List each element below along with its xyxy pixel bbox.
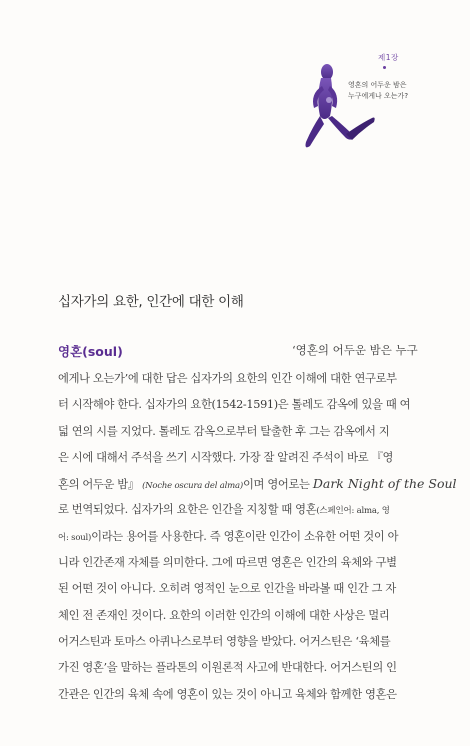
paragraph-first-line: ‘영혼의 어두운 밤은 누구 — [292, 343, 418, 357]
chapter-figure-illustration — [300, 58, 380, 168]
chapter-dot-ornament — [383, 66, 386, 69]
term-heading: 영혼(soul) — [58, 344, 123, 359]
paragraph-line — [58, 471, 457, 497]
body-paragraph — [58, 366, 457, 708]
text-span: 이라는 용어를 사용한다. 즉 영혼이란 인간이 소유한 어떤 것이 아 — [91, 529, 399, 543]
paragraph-line: 은 시에 대해서 주석을 쓰기 시작했다. 가장 잘 알려진 주석이 바로 『영 — [58, 450, 394, 464]
chapter-number: 제1장 — [378, 53, 399, 62]
paragraph-line — [58, 524, 430, 550]
english-title: Dark Night of the Soul — [312, 476, 457, 492]
latin-title: (Noche oscura del alma) — [142, 481, 243, 492]
paragraph-line: 어거스틴과 토마스 아퀴나스로부터 영향을 받았다. 어거스틴은 ‘육체를 — [58, 634, 391, 648]
paragraph-line: 에게나 오는가’에 대한 답은 십자가의 요한의 인간 이해에 대한 연구로부 — [58, 372, 397, 385]
chapter-title-line: 누구에게나 오는가? — [348, 92, 409, 100]
paragraph-line: 터 시작해야 한다. 십자가의 요한(1542-1591)은 톨레도 감옥에 있을 때 여 — [58, 398, 411, 412]
chapter-title — [348, 80, 438, 102]
paragraph-line: 된 어떤 것이 아니다. 오히려 영적인 눈으로 인간을 바라볼 때 인간 그 자 — [58, 582, 396, 596]
text-span: 이며 영어로는 — [242, 478, 313, 492]
paragraph-line: 가진 영혼’을 말하는 플라톤의 이원론적 사고에 반대한다. 어거스틴의 인 — [58, 661, 397, 675]
paragraph-line — [58, 497, 430, 523]
paragraph-line: 간관은 인간의 육체 속에 영혼이 있는 것이 아니고 육체와 함께한 영혼은 — [58, 687, 397, 701]
text-span: 로 번역되었다. 십자가의 요한은 인간을 지칭할 때 영혼 — [58, 503, 317, 517]
text-span: 혼의 어두운 밤』 — [58, 478, 139, 492]
section-heading: 십자가의 요한, 인간에 대한 이해 — [58, 294, 244, 310]
paragraph-line: 체인 전 존재인 것이다. 요한의 이러한 인간의 이해에 대한 사상은 멀리 — [58, 608, 390, 622]
paragraph-line: 덟 연의 시를 지었다. 톨레도 감옥으로부터 탈출한 후 그는 감옥에서 지 — [58, 424, 390, 438]
annotation-text: 어: soul) — [58, 532, 92, 543]
chapter-title-line: 영혼의 어두운 밤은 — [348, 81, 407, 89]
annotation-text: (스페인어: alma, 영 — [316, 506, 390, 517]
paragraph-line: 니라 인간존재 자체를 의미한다. 그에 따르면 영혼은 인간의 육체와 구별 — [58, 556, 397, 570]
